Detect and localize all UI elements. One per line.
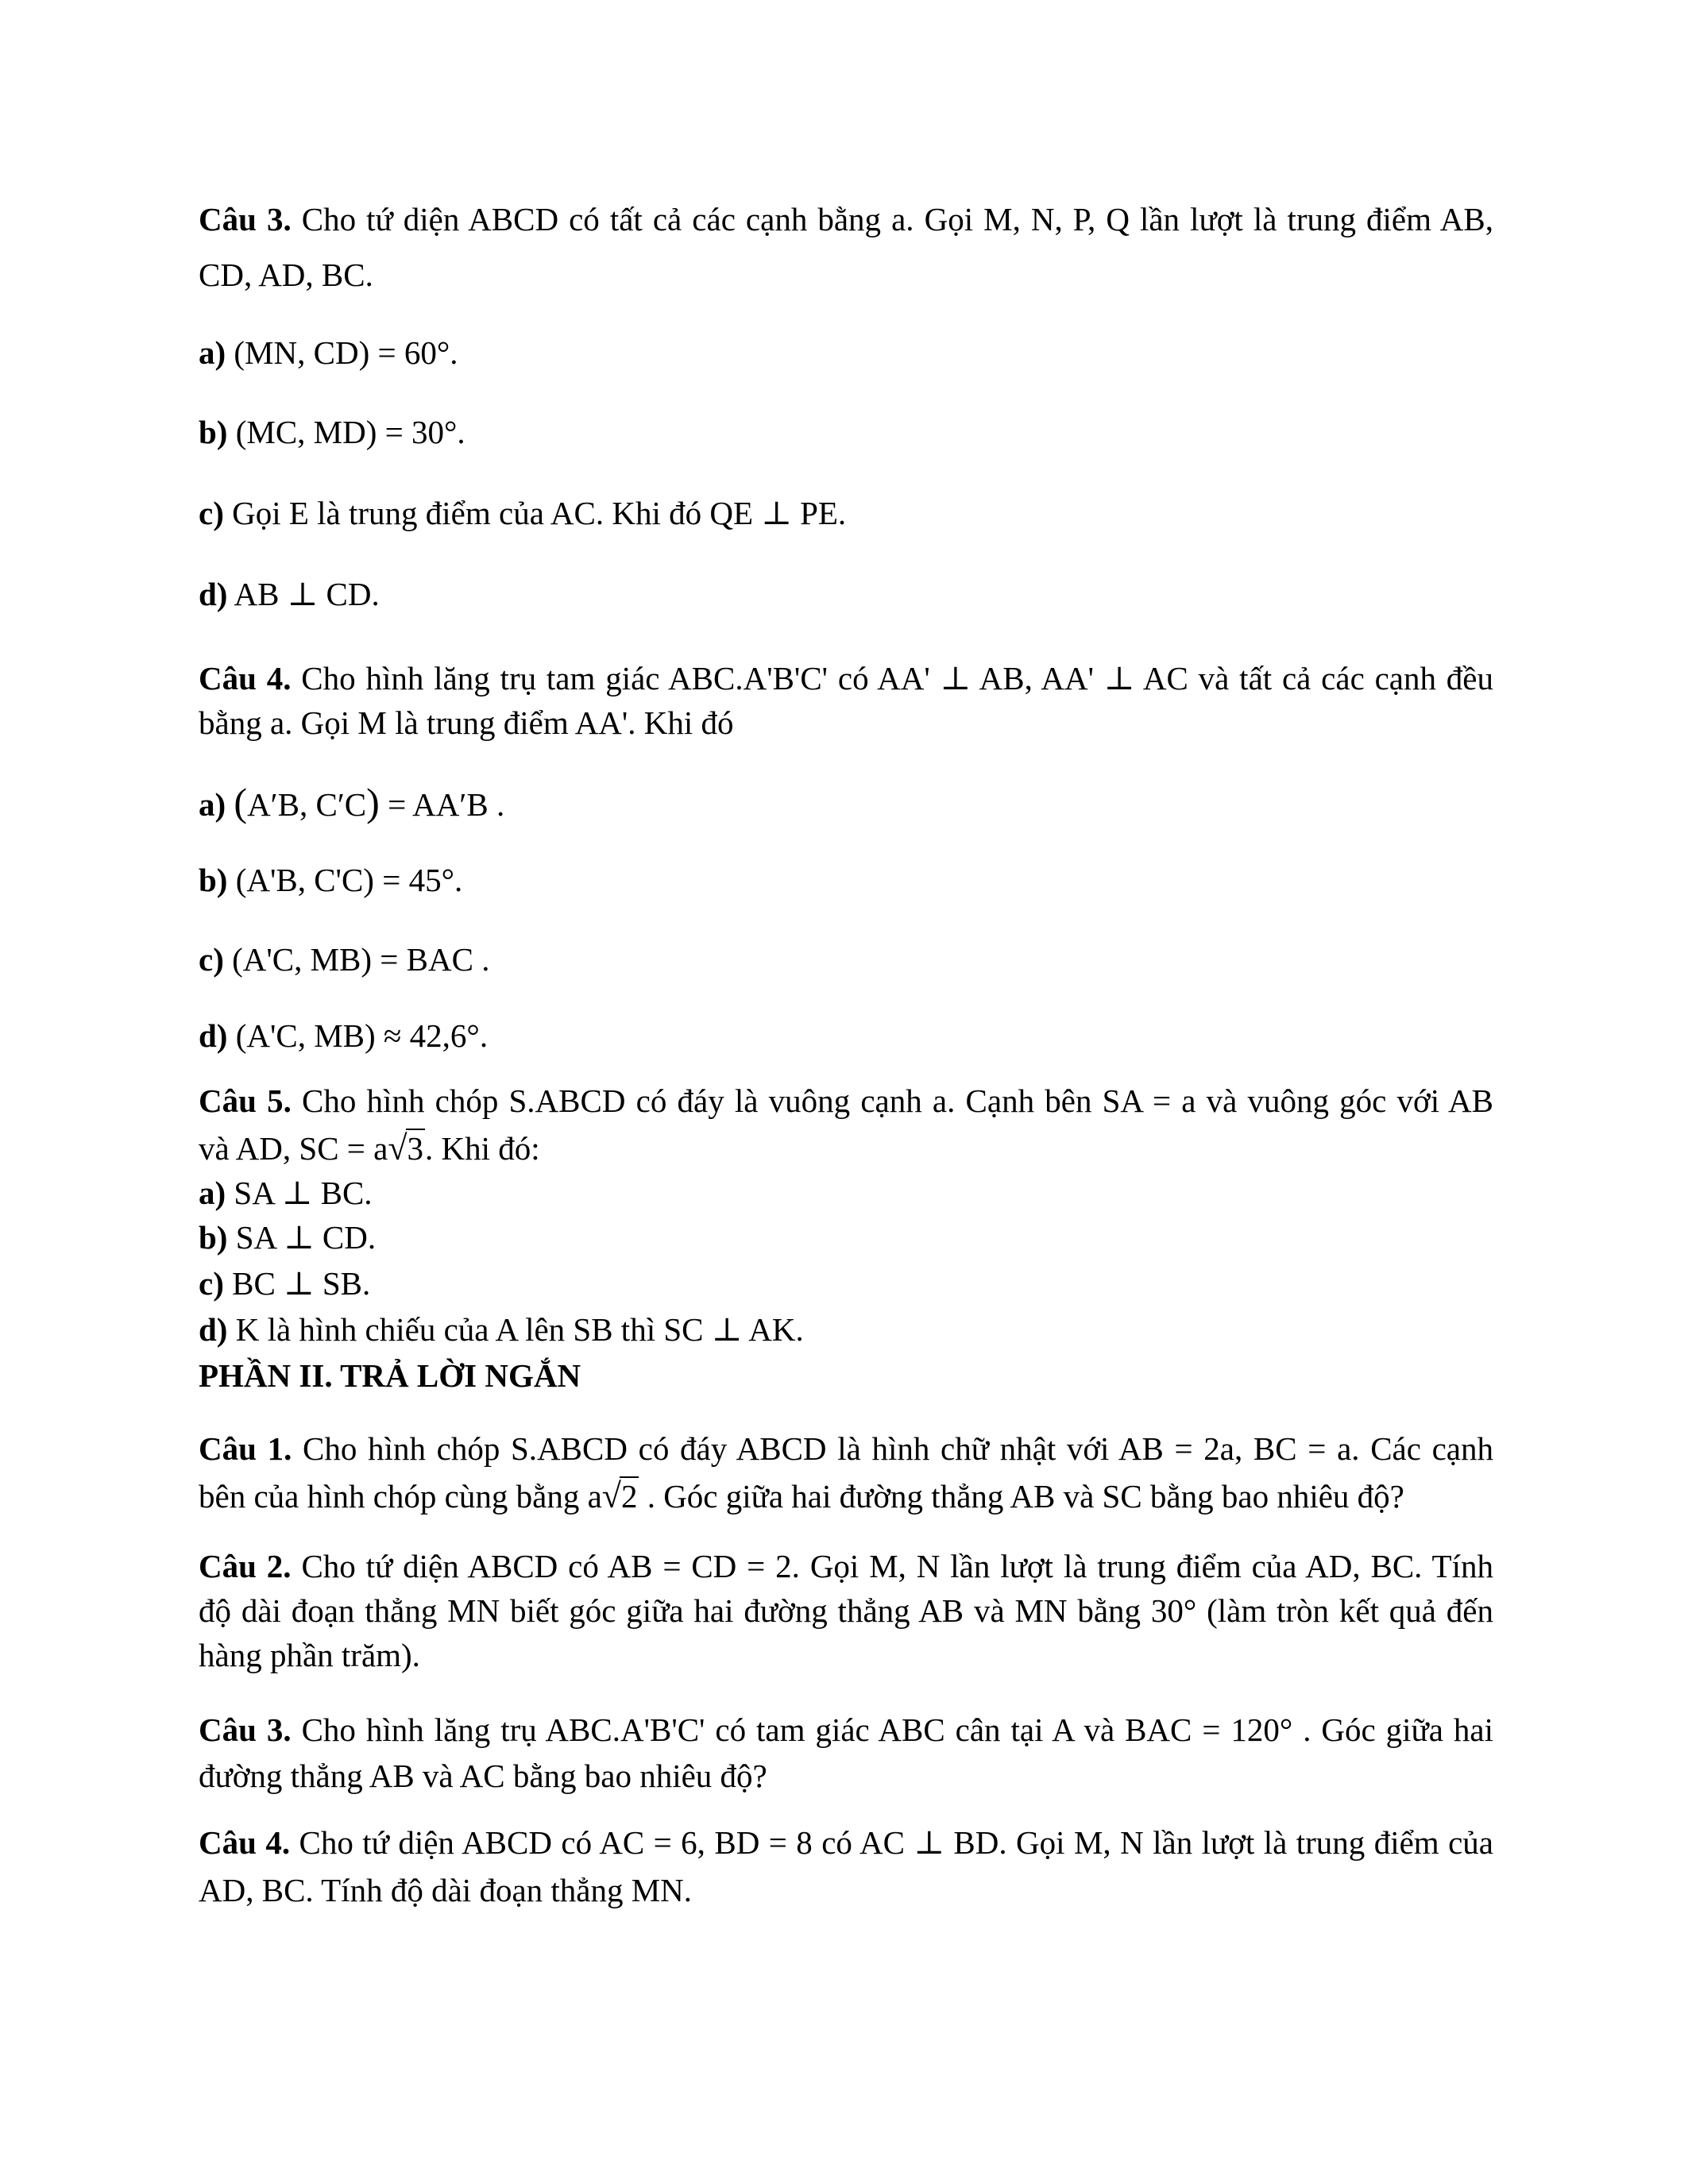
sqrt-expression	[388, 1128, 425, 1169]
option-label: c)	[199, 1265, 224, 1302]
option-text-rest: = AA′B .	[379, 786, 505, 823]
p2-q3-label: Câu 3.	[199, 1711, 292, 1748]
q4-option-c	[199, 939, 1493, 980]
option-label: d)	[199, 1311, 228, 1348]
q3-option-c	[199, 492, 1493, 534]
radicand: 3	[407, 1130, 424, 1167]
q5-text: Cho hình chóp S.ABCD có đáy là vuông cạnh a. Cạnh bên SA = a và vuông góc với AB	[302, 1082, 1493, 1119]
option-text: (MC, MD) = 30°.	[235, 414, 465, 450]
q5-label: Câu 5.	[199, 1082, 292, 1119]
q5-option-d	[199, 1309, 1493, 1350]
option-label: b)	[199, 414, 228, 450]
option-label: d)	[199, 576, 228, 612]
sqrt-expression	[602, 1476, 639, 1517]
p2-q2-line1	[199, 1545, 1493, 1587]
q4-label: Câu 4.	[199, 660, 292, 696]
p2-q3-line1	[199, 1709, 1493, 1750]
q4-option-a	[199, 781, 1493, 825]
q3-option-a	[199, 332, 1493, 373]
q3-line2: CD, AD, BC.	[199, 257, 373, 293]
option-text: K là hình chiếu của A lên SB thì SC ⊥ AK.	[227, 1311, 804, 1348]
option-label: b)	[199, 862, 228, 898]
p2-q1-line2-end: . Góc giữa hai đường thẳng AB và SC bằng bao nhiêu độ?	[639, 1478, 1404, 1515]
option-text: A′B, C′C	[247, 786, 367, 823]
option-label: b)	[199, 1219, 228, 1256]
q3-option-d	[199, 573, 1493, 615]
q5-option-a	[199, 1172, 1493, 1214]
q4-line1	[199, 658, 1493, 699]
q5-line1	[199, 1080, 1493, 1121]
paren-close: )	[366, 780, 380, 824]
q5-line2	[199, 1128, 1493, 1169]
option-text: BC ⊥ SB.	[223, 1265, 371, 1302]
p2-q1-text: Cho hình chóp S.ABCD có đáy ABCD là hình chữ nhật với AB = 2a, BC = a. Các cạnh	[303, 1430, 1494, 1467]
q5-option-c	[199, 1263, 1493, 1304]
section-heading: PHẦN II. TRẢ LỜI NGẮN	[199, 1357, 581, 1394]
q5-line2-text: và AD, SC = a	[199, 1130, 388, 1167]
p2-q1-line2	[199, 1476, 1493, 1517]
paren-open: (	[234, 780, 248, 824]
option-text: (A'B, C'C) = 45°.	[235, 862, 463, 898]
p2-q2-line2: độ dài đoạn thẳng MN biết góc giữa hai đường thẳng AB và MN bằng 30° (làm tròn kết quả đến	[199, 1592, 1493, 1629]
radical-sign: √	[388, 1129, 408, 1167]
p2-q3-text: Cho hình lăng trụ ABC.A'B'C' có tam giác ABC cân tại A và BAC = 120° . Góc giữa hai	[301, 1711, 1493, 1748]
option-text: SA ⊥ CD.	[227, 1219, 377, 1256]
option-text: AB ⊥ CD.	[234, 576, 380, 612]
option-text: (MN, CD) = 60°.	[234, 334, 458, 371]
q4-text: Cho hình lăng trụ tam giác ABC.A'B'C' có AA' ⊥ AB, AA' ⊥ AC và tất cả các cạnh đều	[301, 660, 1493, 696]
p2-q1-line2-text: bên của hình chóp cùng bằng a	[199, 1478, 602, 1515]
p2-q3-line2: đường thẳng AB và AC bằng bao nhiêu độ?	[199, 1758, 767, 1794]
q4-option-b	[199, 859, 1493, 901]
q5-line2-end: . Khi đó:	[425, 1130, 540, 1167]
p2-q4-label: Câu 4.	[199, 1824, 291, 1861]
option-text: SA ⊥ BC.	[226, 1175, 373, 1211]
p2-q2-label: Câu 2.	[199, 1548, 292, 1584]
option-text: (A'C, MB) = BAC .	[232, 941, 490, 978]
p2-q2-line3: hàng phần trăm).	[199, 1637, 420, 1673]
p2-q4-line1	[199, 1822, 1493, 1863]
p2-q4-line2: AD, BC. Tính độ dài đoạn thẳng MN.	[199, 1872, 693, 1908]
q4-line2: bằng a. Gọi M là trung điểm AA'. Khi đó	[199, 704, 734, 741]
radicand: 2	[620, 1478, 638, 1515]
option-text: Gọi E là trung điểm của AC. Khi đó QE ⊥ PE.	[232, 495, 847, 531]
q5-option-b	[199, 1217, 1493, 1258]
q4-option-d	[199, 1015, 1493, 1056]
q3-option-b	[199, 411, 1493, 453]
option-label: a)	[199, 786, 226, 823]
option-label: c)	[199, 941, 224, 978]
option-label: a)	[199, 1175, 226, 1211]
option-label: c)	[199, 495, 224, 531]
option-label: d)	[199, 1017, 228, 1054]
option-label: a)	[199, 334, 226, 371]
q3-text: Cho tứ diện ABCD có tất cả các cạnh bằng a. Gọi M, N, P, Q lần lượt là trung điểm AB,	[301, 201, 1493, 237]
p2-q4-text: Cho tứ diện ABCD có AC = 6, BD = 8 có AC ⊥ BD. Gọi M, N lần lượt là trung điểm của	[299, 1824, 1493, 1861]
q3-line1	[199, 199, 1493, 240]
p2-q2-text: Cho tứ diện ABCD có AB = CD = 2. Gọi M, N lần lượt là trung điểm của AD, BC. Tính	[301, 1548, 1493, 1584]
radical-sign: √	[601, 1476, 621, 1515]
q3-label: Câu 3.	[199, 201, 292, 237]
p2-q1-line1	[199, 1428, 1493, 1469]
p2-q1-label: Câu 1.	[199, 1430, 292, 1467]
option-text: (A'C, MB) ≈ 42,6°.	[235, 1017, 489, 1054]
